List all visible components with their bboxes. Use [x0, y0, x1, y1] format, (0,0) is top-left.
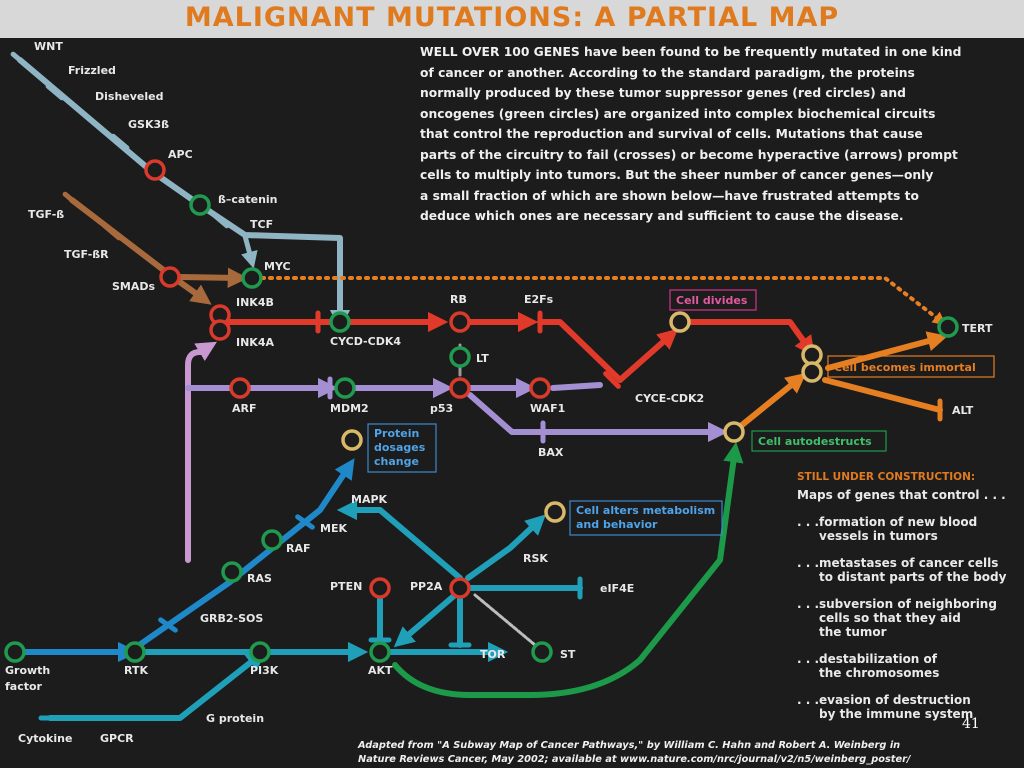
cyce-to-divides-line: [620, 334, 672, 380]
tor-label: TOR: [480, 648, 506, 661]
construction-item-line: the chromosomes: [819, 666, 940, 680]
growth-factor-label: Growth: [5, 664, 51, 677]
apc-node: [146, 161, 164, 179]
cell-immortal-label: Cell becomes immortal: [834, 361, 976, 374]
cyce-cdk2-label: CYCE-CDK2: [635, 392, 705, 405]
tert-node: [939, 318, 957, 336]
cell-metabolism-label: and behavior: [576, 518, 658, 531]
ink4a-label: INK4A: [236, 336, 274, 349]
rtk-label: RTK: [124, 664, 149, 677]
waf1-label: WAF1: [530, 402, 566, 415]
pp2a-label: PP2A: [410, 580, 443, 593]
pi3k-node: [251, 643, 269, 661]
raf-node: [263, 531, 281, 549]
ras-label: RAS: [247, 572, 272, 585]
st-label: ST: [560, 648, 576, 661]
waf1-to-cyce-line: [553, 385, 600, 388]
smads-node: [161, 268, 179, 286]
inhibition-bar: [13, 54, 27, 66]
mapk-label: MAPK: [351, 493, 388, 506]
cell-divides-label: Cell divides: [676, 294, 748, 307]
ras-node: [223, 563, 241, 581]
eif4e-label: eIF4E: [600, 582, 635, 595]
tgf-b-label: TGF-ß: [28, 208, 65, 221]
page-title: MALIGNANT MUTATIONS: A PARTIAL MAP: [184, 2, 840, 33]
ink4a-node: [211, 321, 229, 339]
growth-factor-label: factor: [5, 680, 42, 693]
e2fs-label: E2Fs: [524, 293, 554, 306]
intro-line: of cancer or another. According to the standard paradigm, the proteins: [420, 65, 915, 80]
smads-to-myc-line: [180, 277, 240, 278]
protein-dosages-label: Protein: [374, 427, 420, 440]
cell-divides-node: [671, 313, 689, 331]
construction-item-line: formation of new blood: [819, 515, 978, 529]
intro-line: that control the reproduction and survival of cells. Mutations that cause: [420, 127, 923, 141]
cell-immortal-node-bottom: [803, 363, 821, 381]
gpcr-label: GPCR: [100, 732, 134, 745]
construction-item-line: vessels in tumors: [819, 529, 938, 543]
pp2a-to-rsk-line: [468, 520, 540, 578]
credit-line: Nature Reviews Cancer, May 2002; available at www.nature.com/nrc/journal/v2/n5/weinberg_poster/: [358, 754, 911, 765]
cytokine-gpcr-line: [50, 655, 260, 718]
construction-item: [797, 597, 1022, 639]
construction-item-line: evasion of destruction: [819, 693, 971, 707]
g-protein-label: G protein: [206, 712, 265, 725]
p53-label: p53: [430, 402, 454, 415]
intro-line: a small fraction of which are shown below—have frustrated attempts to: [420, 188, 919, 203]
mek-label: MEK: [320, 522, 347, 535]
waf1-node: [531, 379, 549, 397]
disheveled-label: Disheveled: [95, 90, 164, 103]
cycd-cdk4-label: CYCD-CDK4: [330, 335, 402, 348]
construction-item-line: subversion of neighboring: [819, 597, 997, 611]
cycd-cdk4-node: [331, 313, 349, 331]
b-catenin-label: ß–catenin: [218, 193, 278, 206]
lt-node: [451, 348, 469, 366]
grb2-sos-label: GRB2-SOS: [200, 612, 264, 625]
construction-item-line: the tumor: [819, 625, 887, 639]
construction-item-line: metastases of cancer cells: [819, 556, 999, 570]
protein-dosages-label: change: [374, 455, 419, 468]
pten-label: PTEN: [330, 580, 363, 593]
pten-node: [371, 579, 389, 597]
b-catenin-node: [191, 196, 209, 214]
frizzled-label: Frizzled: [68, 64, 116, 77]
myc-node: [243, 269, 261, 287]
credit-line: Adapted from "A Subway Map of Cancer Pathways," by William C. Hahn and Robert A. Weinberg in: [358, 740, 901, 751]
slide-number: 41: [962, 716, 980, 732]
tert-label: TERT: [962, 322, 993, 335]
myc-label: MYC: [264, 260, 291, 273]
tcf-label: TCF: [250, 218, 274, 231]
ellipsis: . . .: [797, 597, 820, 611]
ellipsis: . . .: [797, 652, 820, 666]
bax-label: BAX: [538, 446, 564, 459]
intro-line: normally produced by these tumor suppressor genes (red circles) and: [420, 86, 906, 100]
arf-label: ARF: [232, 402, 257, 415]
divides-to-immortal-line: [690, 322, 810, 350]
p53-node: [451, 379, 469, 397]
pp2a-to-akt-line: [400, 595, 455, 642]
cell-metabolism-node: [546, 503, 564, 521]
st-node: [533, 643, 551, 661]
construction-heading: STILL UNDER CONSTRUCTION:: [797, 471, 976, 483]
construction-item: [797, 556, 1022, 584]
akt-label: AKT: [368, 664, 393, 677]
tgf-br-label: TGF-ßR: [64, 248, 109, 261]
intro-line: WELL OVER 100 GENES have been found to be frequently mutated in one kind: [420, 45, 962, 59]
cell-autodestructs-node: [725, 423, 743, 441]
construction-subheading: Maps of genes that control . . .: [797, 488, 1006, 502]
cell-metabolism-label: Cell alters metabolism: [576, 504, 716, 517]
construction-item-line: cells so that they aid: [819, 611, 961, 625]
akt-node: [371, 643, 389, 661]
pp2a-to-mek-line: [345, 510, 460, 578]
ras-to-ink4a-line: [188, 346, 210, 560]
st-to-pp2a-line: [475, 595, 535, 645]
rb-node: [451, 313, 469, 331]
wnt-label: WNT: [34, 40, 63, 53]
pi3k-label: PI3K: [250, 664, 279, 677]
lt-label: LT: [476, 352, 489, 365]
intro-text: [420, 42, 1010, 227]
intro-line: deduce which ones are necessary and sufficient to cause the disease.: [420, 209, 904, 223]
construction-item: [797, 515, 1022, 543]
smads-label: SMADs: [112, 280, 156, 293]
under-construction-panel: [797, 470, 1022, 734]
construction-item: [797, 652, 1022, 680]
construction-item-line: to distant parts of the body: [819, 570, 1007, 584]
alt-label: ALT: [952, 404, 974, 417]
protein-dosages-label: dosages: [374, 441, 426, 454]
construction-item-line: destabilization of: [819, 652, 937, 666]
autodestruct-to-immortal-line: [742, 378, 800, 425]
tcf-to-myc-line: [245, 236, 252, 262]
intro-line: cells to multiply into tumors. But the sheer number of cancer genes—only: [420, 168, 934, 182]
e2f-to-cyce-line: [540, 322, 620, 380]
raf-label: RAF: [286, 542, 311, 555]
growth-factor-node: [6, 643, 24, 661]
ellipsis: . . .: [797, 515, 820, 529]
myc-to-tert-dotted-line: [262, 278, 942, 322]
cytokine-label: Cytokine: [18, 732, 73, 745]
source-credit: [358, 739, 1018, 767]
rb-label: RB: [450, 293, 467, 306]
pp2a-node: [451, 579, 469, 597]
construction-item: [797, 693, 1022, 721]
construction-item-line: by the immune system: [819, 707, 974, 721]
apc-label: APC: [168, 148, 193, 161]
ink4b-label: INK4B: [236, 296, 274, 309]
cell-autodestructs-label: Cell autodestructs: [758, 435, 872, 448]
immortal-to-alt-line: [825, 380, 940, 410]
ellipsis: . . .: [797, 693, 820, 707]
arf-node: [231, 379, 249, 397]
intro-line: parts of the circuitry to fail (crosses) or become hyperactive (arrows) prompt: [420, 147, 958, 162]
gsk3b-label: GSK3ß: [128, 118, 170, 131]
ellipsis: . . .: [797, 556, 820, 570]
intro-line: oncogenes (green circles) are organized into complex biochemical circuits: [420, 106, 936, 121]
protein-dosages-node: [343, 431, 361, 449]
rsk-label: RSK: [523, 552, 548, 565]
mdm2-label: MDM2: [330, 402, 369, 415]
mdm2-node: [336, 379, 354, 397]
rtk-node: [126, 643, 144, 661]
